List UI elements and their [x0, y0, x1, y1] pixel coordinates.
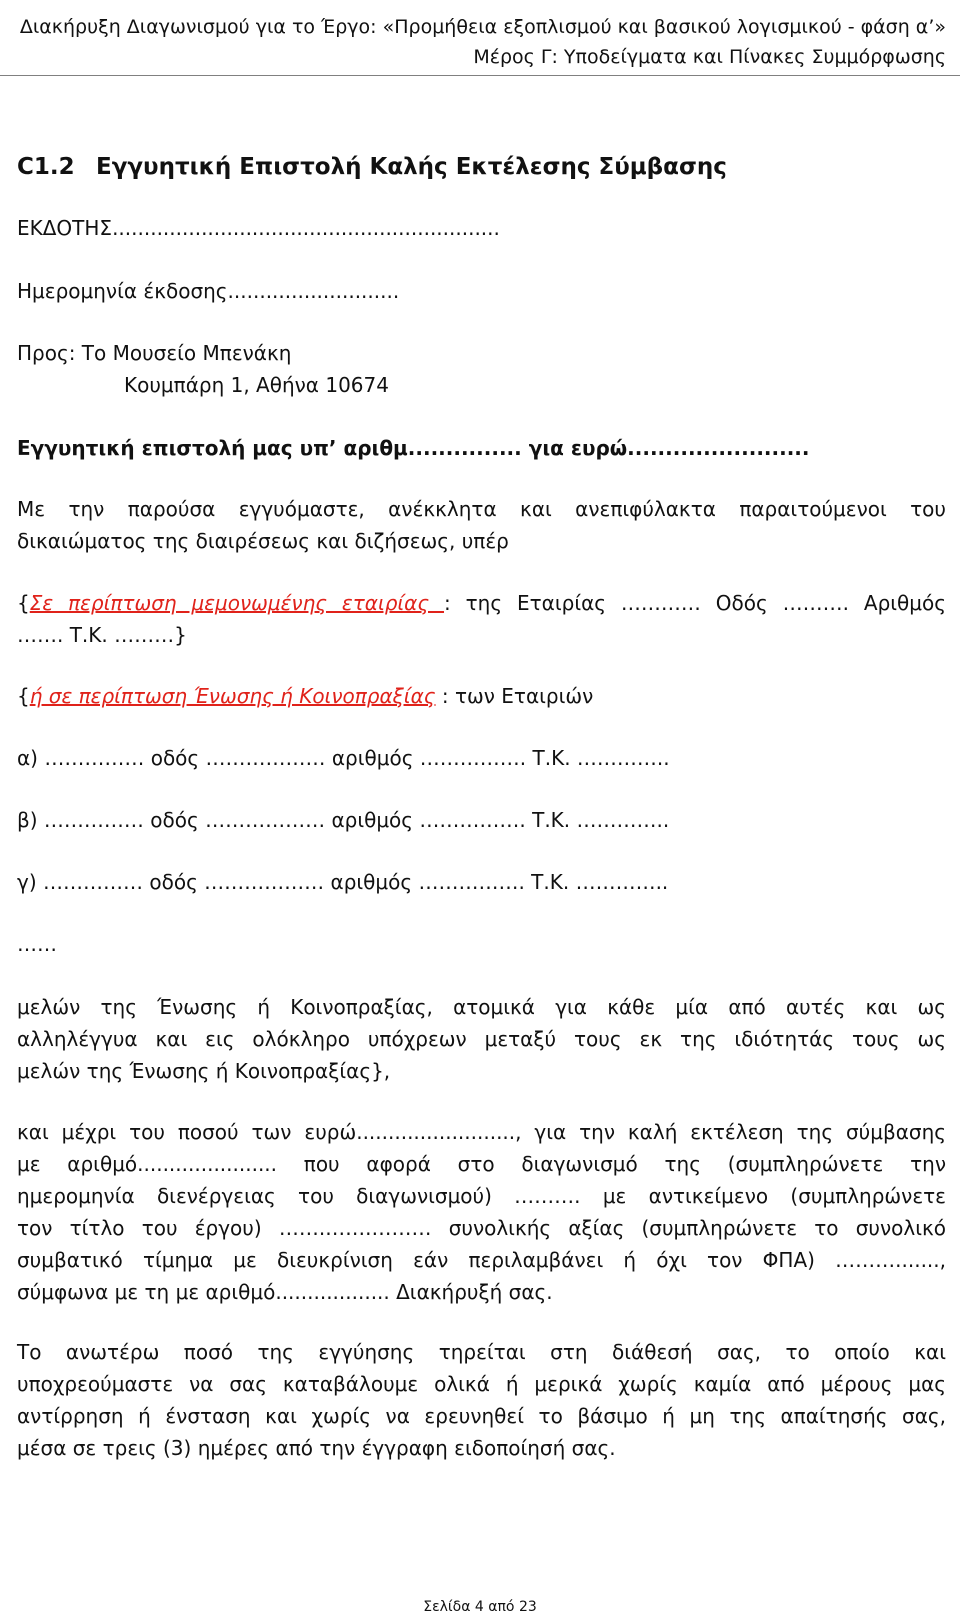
header-divider	[0, 75, 960, 76]
union-companies: : των Εταιριών	[435, 684, 594, 708]
page-number: Σελίδα 4 από 23	[423, 1599, 537, 1615]
availability-clause-line: Το ανωτέρω ποσό της εγγύησης τηρείται στη διάθεσή σας, το οποίο και	[17, 1340, 946, 1364]
member-ellipsis: ……	[17, 932, 57, 956]
issue-date-line: Ημερομηνία έκδοσης...........................	[17, 279, 400, 303]
recipient-name: Προς: Το Μουσείο Μπενάκη	[17, 341, 292, 365]
union-line	[17, 680, 946, 712]
amount-clause	[17, 1116, 946, 1308]
section-number: C1.2	[17, 154, 75, 180]
availability-clause	[17, 1336, 946, 1464]
intro-paragraph	[17, 493, 946, 557]
section-heading	[17, 150, 727, 184]
single-company-fields: : της Εταιρίας ………… Οδός ………. Αριθμός	[444, 591, 946, 615]
amount-clause-line: και μέχρι του ποσού των ευρώ........................., για την καλή εκτέλεση της σύμβασης	[17, 1120, 946, 1144]
header-title: Διακήρυξη Διαγωνισμού για το Έργο: «Προμήθεια εξοπλισμού και βασικού λογισμικού - φάση α’»	[19, 16, 946, 38]
availability-clause-line: αντίρρηση ή ένσταση και χωρίς να ερευνηθεί το βάσιμο ή μη της απαίτησής σας,	[17, 1404, 946, 1428]
member-beta: β) …………… οδός ……………… αριθμός ……………. Τ.Κ. …………..	[17, 808, 670, 832]
single-company-block	[17, 587, 946, 651]
members-clause-line: μελών της Ένωσης ή Κοινοπραξίας},	[17, 1059, 391, 1083]
amount-clause-line: με αριθμό...................... που αφορά στο διαγωνισμό της (συμπληρώνετε την	[17, 1152, 946, 1176]
section-title: Εγγυητική Επιστολή Καλής Εκτέλεσης Σύμβασης	[96, 154, 727, 180]
member-alpha: α) …………… οδός ……………… αριθμός ……………. Τ.Κ. …………..	[17, 746, 670, 770]
recipient-block	[17, 337, 946, 401]
amount-clause-line: σύμφωνα με τη με αριθμό.................. Διακήρυξή σας.	[17, 1280, 553, 1304]
brace-open: {	[17, 591, 30, 615]
issuer-line: ΕΚΔΟΤΗΣ.............................................................	[17, 216, 500, 240]
single-company-postcode: ……. Τ.Κ. ………}	[17, 623, 187, 647]
availability-clause-line: υποχρεούμαστε να σας καταβάλουμε ολικά ή μερικά χωρίς καμία από μέρους μας	[17, 1372, 946, 1396]
members-clause	[17, 991, 946, 1087]
amount-clause-line: τον τίτλο του έργου) …….…….……… συνολικής αξίας (συμπληρώνετε το συνολικό	[17, 1216, 946, 1240]
single-company-line	[17, 587, 946, 619]
amount-clause-line: συμβατικό τίμημα με διευκρίνιση εάν περιλαμβάνει ή όχι τον ΦΠΑ) ……….......,	[17, 1248, 946, 1272]
members-clause-line: μελών της Ένωσης ή Κοινοπραξίας, ατομικά για κάθε μία από αυτές και ως	[17, 995, 946, 1019]
brace-open: {	[17, 684, 30, 708]
union-label: ή σε περίπτωση Ένωσης ή Κοινοπραξίας	[29, 684, 436, 708]
members-clause-line: αλληλέγγυα και εις ολόκληρο υπόχρεων μεταξύ τους εκ της ιδιότητάς τους ως	[17, 1027, 946, 1051]
guarantee-reference: Εγγυητική επιστολή μας υπ’ αριθμ............... για ευρώ........................	[17, 436, 810, 460]
amount-clause-line: ημερομηνία διενέργειας του διαγωνισμού) ………. με αντικείμενο (συμπληρώνετε	[17, 1184, 946, 1208]
intro-line: Με την παρούσα εγγυόμαστε, ανέκκλητα και ανεπιφύλακτα παραιτούμενοι του	[17, 497, 946, 521]
header-subtitle: Μέρος Γ: Υποδείγματα και Πίνακες Συμμόρφωσης	[473, 46, 946, 68]
page-header	[0, 12, 946, 72]
intro-line: δικαιώματος της διαιρέσεως και διζήσεως, υπέρ	[17, 529, 509, 553]
member-gamma: γ) …………… οδός ……………… αριθμός ……………. Τ.Κ. …………..	[17, 870, 669, 894]
availability-clause-line: μέσα σε τρεις (3) ημέρες από την έγγραφη ειδοποίησή σας.	[17, 1436, 616, 1460]
recipient-address: Κουμπάρη 1, Αθήνα 10674	[124, 373, 389, 397]
single-company-label: Σε περίπτωση μεμονωμένης εταιρίας	[29, 591, 444, 615]
